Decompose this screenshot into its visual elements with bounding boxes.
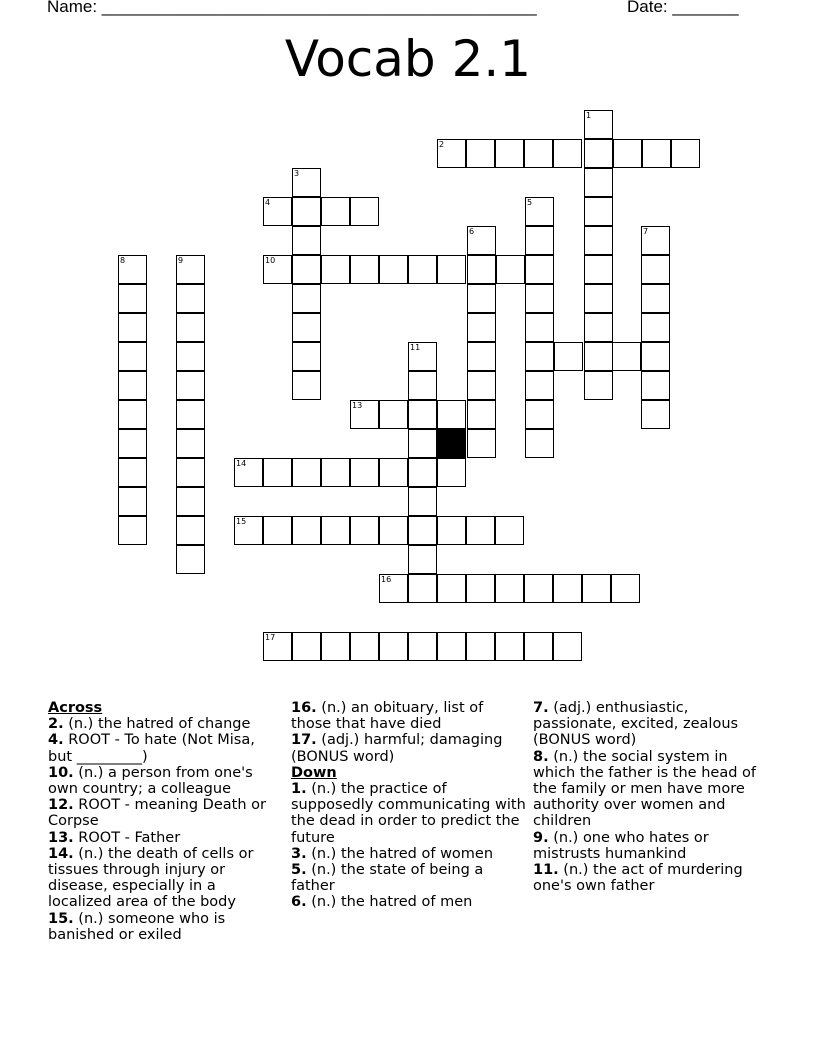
- grid-cell[interactable]: [553, 632, 582, 661]
- grid-cell[interactable]: [437, 516, 466, 545]
- grid-cell[interactable]: [321, 458, 350, 487]
- down-heading: Down: [291, 764, 337, 781]
- grid-cell[interactable]: [525, 255, 554, 284]
- clue-number: 8: [120, 256, 126, 265]
- clue-number: 15: [236, 517, 247, 526]
- grid-cell[interactable]: [525, 313, 554, 342]
- grid-cell[interactable]: [671, 139, 700, 168]
- clue-across-17: 17. (adj.) harmful; damaging (BONUS word): [291, 732, 503, 765]
- grid-cell-4[interactable]: [263, 197, 292, 226]
- clue-across-13: 13. ROOT - Father: [48, 829, 181, 846]
- clue-across-14: 14. (n.) the death of cells or tissues through injury or disease, especially in a localized area of the body: [48, 845, 254, 911]
- clue-across-4: 4. ROOT - To hate (Not Misa, but _________): [48, 732, 255, 765]
- grid-cell[interactable]: [408, 516, 437, 545]
- grid-cell[interactable]: [292, 313, 321, 342]
- clue-number: 9: [178, 256, 184, 265]
- clue-across-2: 2. (n.) the hatred of change: [48, 716, 251, 733]
- grid-cell[interactable]: [525, 400, 554, 429]
- clue-down-8: 8. (n.) the social system in which the father is the head of the family or men have more authority over women and children: [533, 748, 756, 830]
- grid-cell[interactable]: [263, 516, 292, 545]
- clue-number: 13: [352, 401, 363, 410]
- grid-cell[interactable]: [408, 371, 437, 400]
- clue-down-3: 3. (n.) the hatred of women: [291, 845, 494, 862]
- grid-cell[interactable]: [176, 371, 205, 400]
- clue-down-11: 11. (n.) the act of murdering one's own father: [533, 862, 743, 895]
- grid-cell[interactable]: [292, 458, 321, 487]
- grid-cell[interactable]: [467, 284, 496, 313]
- clue-number: 5: [527, 198, 533, 207]
- grid-cell[interactable]: [408, 487, 437, 516]
- grid-cell[interactable]: [467, 313, 496, 342]
- grid-cell[interactable]: [642, 139, 671, 168]
- grid-cell[interactable]: [437, 255, 466, 284]
- clue-number: 2: [439, 140, 445, 149]
- grid-cell[interactable]: [292, 516, 321, 545]
- grid-cell[interactable]: [495, 139, 524, 168]
- grid-cell[interactable]: [584, 313, 613, 342]
- grid-cell[interactable]: [321, 197, 350, 226]
- clue-number: 10: [265, 256, 276, 265]
- grid-cell[interactable]: [641, 284, 670, 313]
- grid-cell[interactable]: [118, 400, 147, 429]
- grid-cell[interactable]: [350, 255, 379, 284]
- grid-cell-11[interactable]: [408, 342, 437, 371]
- page-title: Vocab 2.1: [284, 30, 532, 88]
- grid-cell[interactable]: [467, 400, 496, 429]
- clue-number: 11: [410, 343, 421, 352]
- grid-cell-10[interactable]: [263, 255, 292, 284]
- grid-cell[interactable]: [263, 458, 292, 487]
- grid-cell[interactable]: [524, 632, 553, 661]
- clues-column-2: [291, 700, 526, 911]
- grid-cell[interactable]: [466, 632, 495, 661]
- grid-cell[interactable]: [379, 632, 408, 661]
- grid-cell[interactable]: [584, 197, 613, 226]
- grid-cell-16[interactable]: [379, 574, 408, 603]
- clue-down-7: 7. (adj.) enthusiastic, passionate, excited, zealous (BONUS word): [533, 700, 739, 749]
- across-heading: Across: [48, 700, 103, 716]
- grid-cell[interactable]: [118, 284, 147, 313]
- grid-cell[interactable]: [118, 371, 147, 400]
- grid-cell[interactable]: [496, 255, 525, 284]
- clue-down-9: 9. (n.) one who hates or mistrusts humankind: [533, 829, 709, 862]
- clue-number: 17: [265, 633, 276, 642]
- grid-cell[interactable]: [292, 342, 321, 371]
- grid-cell[interactable]: [292, 284, 321, 313]
- clue-across-10: 10. (n.) a person from one's own country; a colleague: [48, 764, 253, 798]
- grid-cell[interactable]: [176, 487, 205, 516]
- grid-cell[interactable]: [118, 516, 147, 545]
- grid-cell[interactable]: [118, 313, 147, 342]
- grid-cell[interactable]: [495, 516, 524, 545]
- clue-number: 1: [586, 111, 592, 120]
- grid-cell[interactable]: [350, 458, 379, 487]
- date-line: Date: _______: [627, 0, 739, 16]
- grid-cell[interactable]: [553, 139, 582, 168]
- grid-cell[interactable]: [584, 342, 613, 371]
- grid-cell[interactable]: [641, 342, 670, 371]
- clue-number: 7: [643, 227, 649, 236]
- grid-cell[interactable]: [176, 400, 205, 429]
- grid-cell[interactable]: [641, 313, 670, 342]
- grid-cell[interactable]: [584, 139, 613, 168]
- grid-cell[interactable]: [176, 516, 205, 545]
- grid-cell[interactable]: [118, 429, 147, 458]
- grid-cell[interactable]: [584, 226, 613, 255]
- grid-cell[interactable]: [495, 632, 524, 661]
- grid-cell[interactable]: [176, 284, 205, 313]
- grid-cell[interactable]: [292, 632, 321, 661]
- grid-cell[interactable]: [611, 574, 640, 603]
- grid-cell[interactable]: [584, 284, 613, 313]
- grid-cell[interactable]: [612, 342, 641, 371]
- grid-cell[interactable]: [408, 632, 437, 661]
- grid-cell[interactable]: [584, 168, 613, 197]
- name-line: Name: ______________________________________________: [47, 0, 537, 16]
- grid-cell[interactable]: [495, 574, 524, 603]
- grid-cell[interactable]: [321, 516, 350, 545]
- grid-cell-6[interactable]: [467, 226, 496, 255]
- grid-cell[interactable]: [176, 313, 205, 342]
- grid-cell[interactable]: [176, 429, 205, 458]
- grid-cell[interactable]: [408, 429, 437, 458]
- grid-cell-black: [437, 429, 466, 458]
- grid-cell[interactable]: [350, 516, 379, 545]
- grid-cell-14[interactable]: [234, 458, 263, 487]
- grid-cell-1[interactable]: [584, 110, 613, 139]
- grid-cell-17[interactable]: [263, 632, 292, 661]
- grid-cell[interactable]: [525, 284, 554, 313]
- grid-cell[interactable]: [641, 371, 670, 400]
- clues-column-3: [533, 700, 765, 894]
- clue-number: 3: [294, 169, 300, 178]
- grid-cell[interactable]: [176, 342, 205, 371]
- grid-cell-2[interactable]: [437, 139, 466, 168]
- clue-down-5: 5. (n.) the state of being a father: [291, 862, 484, 895]
- clues-column-1: [48, 700, 273, 943]
- grid-cell-8[interactable]: [118, 255, 147, 284]
- grid-cell[interactable]: [350, 632, 379, 661]
- clue-number: 14: [236, 459, 247, 468]
- clue-number: 4: [265, 198, 271, 207]
- grid-cell[interactable]: [466, 139, 495, 168]
- grid-cell-7[interactable]: [641, 226, 670, 255]
- grid-cell-3[interactable]: [292, 168, 321, 197]
- grid-cell[interactable]: [292, 371, 321, 400]
- clue-down-1: 1. (n.) the practice of supposedly communicating with the dead in order to predict the future: [291, 781, 526, 846]
- grid-cell[interactable]: [379, 516, 408, 545]
- grid-cell[interactable]: [525, 226, 554, 255]
- grid-cell[interactable]: [350, 197, 379, 226]
- grid-cell[interactable]: [437, 574, 466, 603]
- grid-cell[interactable]: [584, 371, 613, 400]
- grid-cell[interactable]: [613, 139, 642, 168]
- grid-cell[interactable]: [466, 574, 495, 603]
- grid-cell[interactable]: [292, 255, 321, 284]
- grid-cell-5[interactable]: [525, 197, 554, 226]
- grid-cell[interactable]: [525, 429, 554, 458]
- grid-cell[interactable]: [467, 429, 496, 458]
- grid-cell[interactable]: [525, 371, 554, 400]
- grid-cell[interactable]: [467, 255, 496, 284]
- grid-cell[interactable]: [641, 255, 670, 284]
- grid-cell[interactable]: [524, 139, 553, 168]
- grid-cell[interactable]: [554, 342, 583, 371]
- grid-cell[interactable]: [292, 226, 321, 255]
- clue-across-15: 15. (n.) someone who is banished or exiled: [48, 910, 226, 943]
- grid-cell-13[interactable]: [350, 400, 379, 429]
- grid-cell[interactable]: [118, 342, 147, 371]
- grid-cell[interactable]: [379, 255, 408, 284]
- grid-cell[interactable]: [408, 574, 437, 603]
- clue-across-12: 12. ROOT - meaning Death or Corpse: [48, 797, 266, 830]
- grid-cell[interactable]: [408, 458, 437, 487]
- grid-cell[interactable]: [408, 255, 437, 284]
- grid-cell[interactable]: [437, 400, 466, 429]
- grid-cell[interactable]: [379, 400, 408, 429]
- grid-cell-15[interactable]: [234, 516, 263, 545]
- grid-cell[interactable]: [176, 458, 205, 487]
- grid-cell[interactable]: [467, 342, 496, 371]
- grid-cell[interactable]: [379, 458, 408, 487]
- grid-cell[interactable]: [321, 255, 350, 284]
- grid-cell[interactable]: [118, 458, 147, 487]
- grid-cell[interactable]: [118, 487, 147, 516]
- grid-cell[interactable]: [525, 342, 554, 371]
- clue-down-6: 6. (n.) the hatred of men: [291, 894, 473, 911]
- clue-number: 6: [469, 227, 475, 236]
- grid-cell[interactable]: [466, 516, 495, 545]
- grid-cell[interactable]: [582, 574, 611, 603]
- grid-cell[interactable]: [553, 574, 582, 603]
- grid-cell[interactable]: [292, 197, 321, 226]
- grid-cell[interactable]: [321, 632, 350, 661]
- grid-cell[interactable]: [524, 574, 553, 603]
- grid-cell[interactable]: [408, 545, 437, 574]
- clue-across-16: 16. (n.) an obituary, list of those that have died: [291, 700, 484, 733]
- grid-cell-9[interactable]: [176, 255, 205, 284]
- grid-cell[interactable]: [437, 632, 466, 661]
- clue-number: 16: [381, 575, 392, 584]
- grid-cell[interactable]: [467, 371, 496, 400]
- grid-cell[interactable]: [437, 458, 466, 487]
- grid-cell[interactable]: [584, 255, 613, 284]
- grid-cell[interactable]: [408, 400, 437, 429]
- grid-cell[interactable]: [641, 400, 670, 429]
- grid-cell[interactable]: [176, 545, 205, 574]
